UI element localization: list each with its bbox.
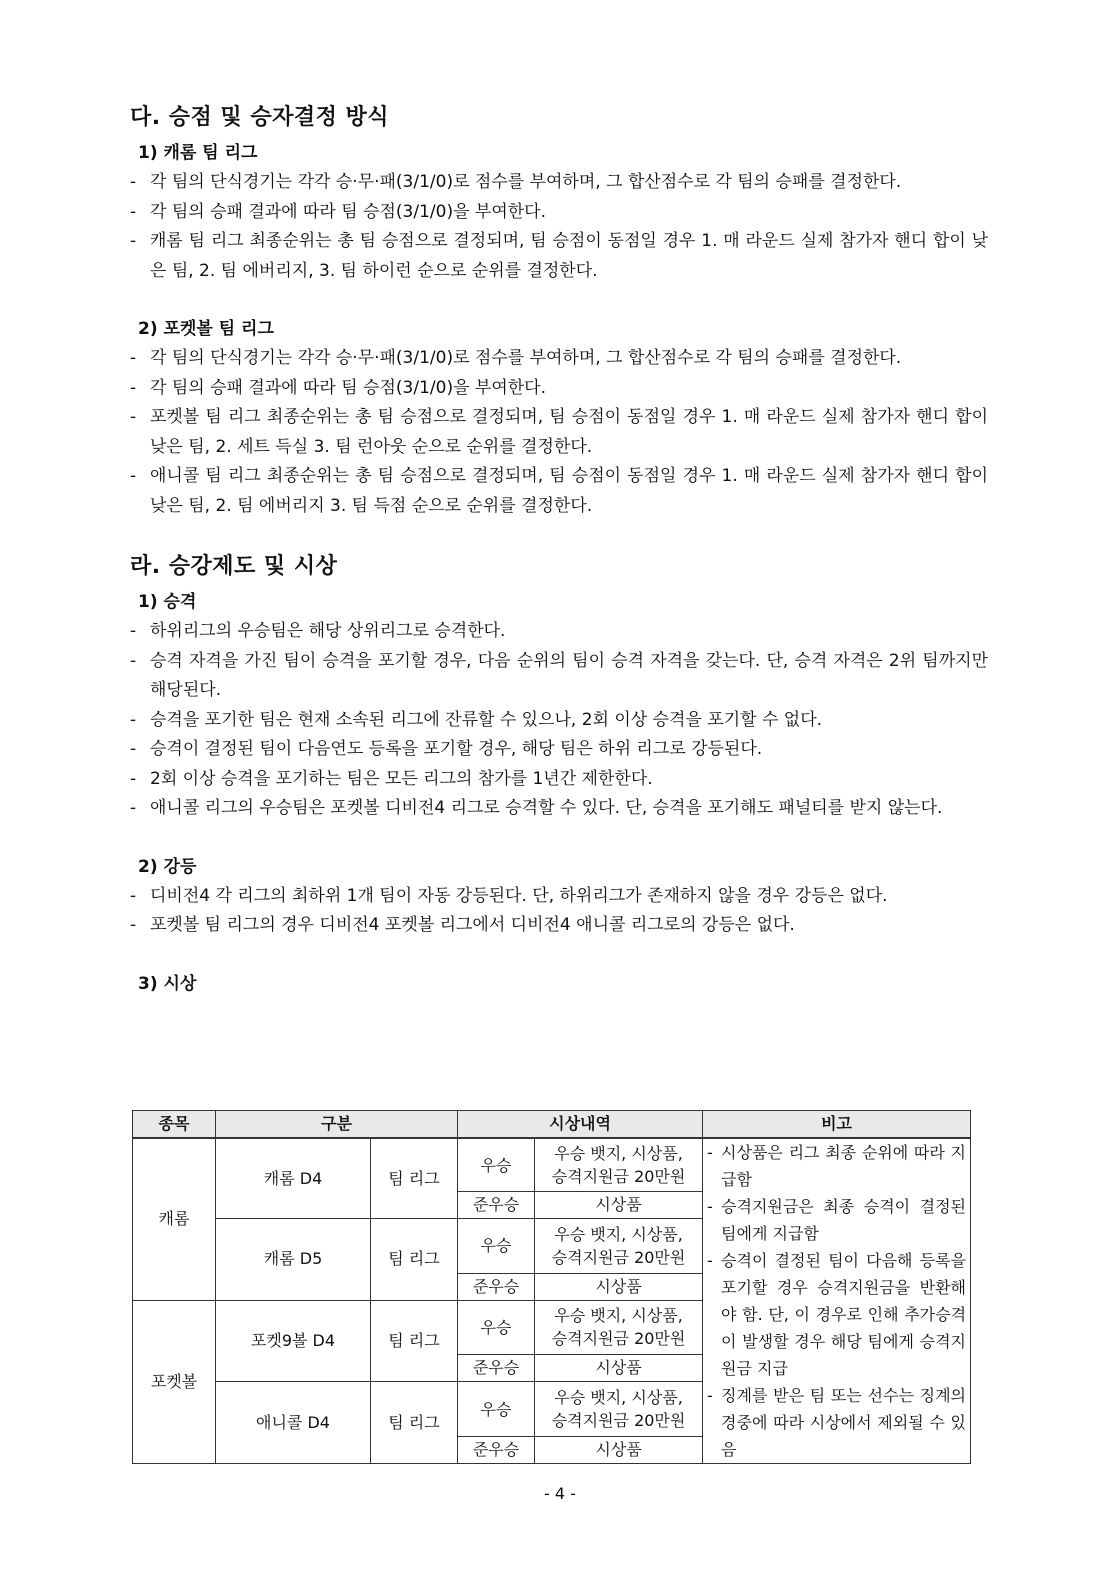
prize-cell: 우승 뱃지, 시상품, 승격지원금 20만원: [535, 1138, 703, 1192]
league-cell: 팀 리그: [371, 1300, 458, 1382]
subsection-title-promotion: 1) 승격: [138, 592, 197, 612]
list-item: - 각 팀의 단식경기는 각각 승·무·패(3/1/0)로 점수를 부여하며, 그 합산점수로 각 팀의 승패를 결정한다.: [130, 172, 902, 192]
rank-cell: 준우승: [458, 1273, 535, 1300]
column-header-sport: 종목: [133, 1111, 216, 1139]
remark-item: - 시상품은 리그 최종 순위에 따라 지급함: [707, 1143, 967, 1189]
pocket-league-rules: [130, 344, 988, 521]
subsection-title-awards: 3) 시상: [138, 973, 197, 994]
rank-cell: 우승: [458, 1382, 535, 1437]
list-item: - 디비전4 각 리그의 최하위 1개 팀이 자동 강등된다. 단, 하위리그가 존재하지 않을 경우 강등은 없다.: [130, 885, 888, 906]
prize-cell: 시상품: [535, 1355, 703, 1382]
remark-item: - 승격이 결정된 팀이 다음해 등록을 포기할 경우 승격지원금을 반환해야 함. 단, 이 경우로 인해 추가승격이 발생할 경우 해당 팀에게 승격지원금 지급: [707, 1251, 967, 1378]
prize-cell: 우승 뱃지, 시상품, 승격지원금 20만원: [535, 1300, 703, 1355]
rank-cell: 준우승: [458, 1437, 535, 1464]
prize-cell: 우승 뱃지, 시상품, 승격지원금 20만원: [535, 1219, 703, 1274]
section-title-promotion-awards: 라. 승강제도 및 시상: [130, 554, 338, 579]
carom-league-rules: [130, 168, 988, 286]
rank-cell: 우승: [458, 1138, 535, 1192]
list-item: - 포켓볼 팀 리그 최종순위는 총 팀 승점으로 결정되며, 팀 승점이 동점일 경우 1. 매 라운드 실제 참가자 핸디 합이 낮은 팀, 2. 세트 득실 3. 팀 런아웃 순으로 순위를 결정한다.: [130, 407, 988, 457]
list-item: - 애니콜 팀 리그 최종순위는 총 팀 승점으로 결정되며, 팀 승점이 동점일 경우 1. 매 라운드 실제 참가자 핸디 합이 낮은 팀, 2. 팀 에버리지 3. 팀 득점 순으로 순위를 결정한다.: [130, 466, 988, 516]
rank-cell: 준우승: [458, 1355, 535, 1382]
list-item: - 승격이 결정된 팀이 다음연도 등록을 포기할 경우, 해당 팀은 하위 리그로 강등된다.: [130, 739, 763, 759]
page-number: - 4 -: [544, 1484, 576, 1503]
list-item: - 포켓볼 팀 리그의 경우 디비전4 포켓볼 리그에서 디비전4 애니콜 리그로의 강등은 없다.: [130, 915, 795, 935]
subsection-title-pocket-league: 2) 포켓볼 팀 리그: [138, 319, 274, 339]
sport-cell: 캐롬: [133, 1138, 216, 1300]
sport-cell: 포켓볼: [133, 1300, 216, 1463]
list-item: - 각 팀의 단식경기는 각각 승·무·패(3/1/0)로 점수를 부여하며, 그 합산점수로 각 팀의 승패를 결정한다.: [130, 348, 902, 368]
prize-cell: 시상품: [535, 1437, 703, 1464]
division-cell: 캐롬 D5: [216, 1219, 371, 1301]
division-cell: 캐롬 D4: [216, 1138, 371, 1219]
subsection-title-relegation: 2) 강등: [138, 856, 197, 877]
list-item: - 2회 이상 승격을 포기하는 팀은 모든 리그의 참가를 1년간 제한한다.: [130, 768, 653, 789]
list-item: - 캐롬 팀 리그 최종순위는 총 팀 승점으로 결정되며, 팀 승점이 동점일 경우 1. 매 라운드 실제 참가자 핸디 합이 낮은 팀, 2. 팀 에버리지, 3. 팀 하이런 순으로 순위를 결정한다.: [130, 231, 988, 281]
list-item: - 각 팀의 승패 결과에 따라 팀 승점(3/1/0)을 부여한다.: [130, 377, 546, 398]
column-header-award-details: 시상내역: [458, 1111, 703, 1139]
division-cell: 포켓9볼 D4: [216, 1300, 371, 1382]
column-header-category: 구분: [216, 1111, 458, 1139]
table-row: [133, 1138, 971, 1192]
rank-cell: 준우승: [458, 1192, 535, 1219]
list-item: - 승격 자격을 가진 팀이 승격을 포기할 경우, 다음 순위의 팀이 승격 자격을 갖는다. 단, 승격 자격은 2위 팀까지만 해당된다.: [130, 650, 988, 700]
table-header-row: [133, 1111, 971, 1139]
section-title-scoring: 다. 승점 및 승자결정 방식: [130, 105, 390, 130]
remark-item: - 징계를 받은 팀 또는 선수는 징계의 경중에 따라 시상에서 제외될 수 있음: [707, 1386, 967, 1459]
list-item: - 애니콜 리그의 우승팀은 포켓볼 디비전4 리그로 승격할 수 있다. 단, 승격을 포기해도 패널티를 받지 않는다.: [130, 798, 943, 818]
league-cell: 팀 리그: [371, 1219, 458, 1301]
subsection-title-carom-league: 1) 캐롬 팀 리그: [138, 143, 258, 163]
relegation-rules: [130, 882, 988, 941]
list-item: - 승격을 포기한 팀은 현재 소속된 리그에 잔류할 수 있으나, 2회 이상 승격을 포기할 수 없다.: [130, 709, 823, 730]
rank-cell: 우승: [458, 1219, 535, 1274]
remark-item: - 승격지원금은 최종 승격이 결정된 팀에게 지급함: [707, 1197, 967, 1243]
rank-cell: 우승: [458, 1300, 535, 1355]
document-body: [130, 98, 988, 999]
prize-cell: 우승 뱃지, 시상품, 승격지원금 20만원: [535, 1382, 703, 1437]
column-header-remarks: 비고: [703, 1111, 971, 1139]
list-item: - 하위리그의 우승팀은 해당 상위리그로 승격한다.: [130, 621, 506, 641]
promotion-rules: [130, 617, 988, 824]
awards-table: [132, 1110, 971, 1464]
remarks-cell: [703, 1138, 971, 1464]
prize-cell: 시상품: [535, 1192, 703, 1219]
prize-cell: 시상품: [535, 1273, 703, 1300]
division-cell: 애니콜 D4: [216, 1382, 371, 1464]
league-cell: 팀 리그: [371, 1382, 458, 1464]
list-item: - 각 팀의 승패 결과에 따라 팀 승점(3/1/0)을 부여한다.: [130, 201, 546, 222]
league-cell: 팀 리그: [371, 1138, 458, 1219]
